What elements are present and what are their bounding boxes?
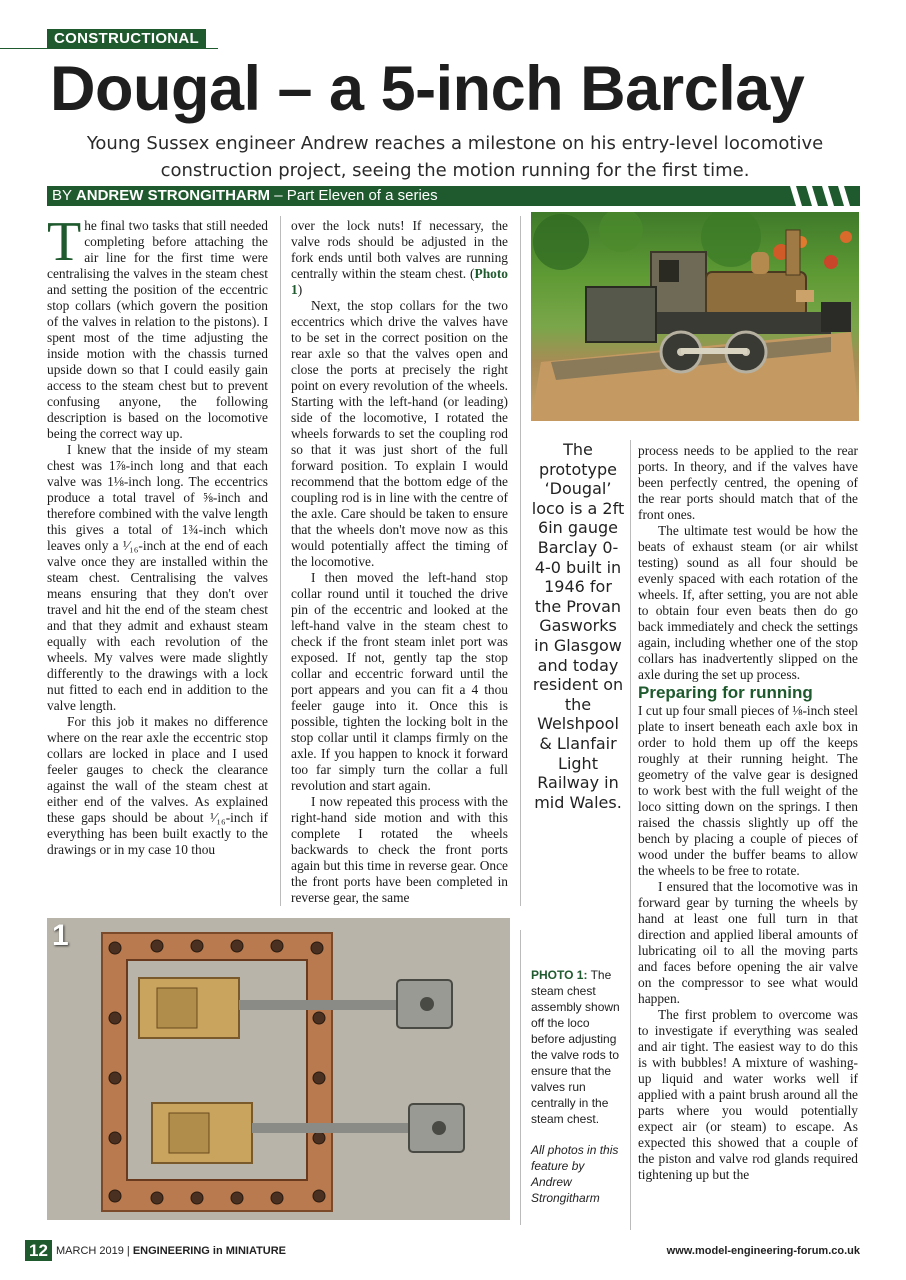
column-divider xyxy=(280,216,281,906)
photo-caption xyxy=(531,967,625,1127)
footer-magazine-name: ENGINEERING in MINIATURE xyxy=(132,1245,287,1257)
byline-text xyxy=(47,187,438,204)
byline-stripes-decoration xyxy=(780,186,860,206)
header-rule xyxy=(0,48,218,49)
paragraph: I cut up four small pieces of ⅛-inch steel plate to insert beneath each axle box in order to hold them up off the keeps roughly at their running height. The geometry of the valve gear is designed to work best with the full weight of the loco sitting down on the springs. I then raised the chassis slightly up off the bench by placing a couple of pieces of wood under the buffer beams to allow the wheels to be free to rotate. xyxy=(638,703,858,878)
paragraph: I knew that the inside of my steam chest was 1⅞-inch long and that each valve was 1⅛-inch long. The eccentrics produce a total travel of ⅝-inch and therefore combined with the valve length this gives a total of 1¾-inch which leaves only a ¹⁄₁₆-inch at the end of each valve once they are installed within the steam chest. Centralising the valves means ensuring that they don't over travel and hit the end of the steam chest and that they admit and exhaust steam equally with each revolution of the wheels. My valves were made slightly differently to the drawings with a lock nut fitted to each end in addition to the valve length. xyxy=(47,442,268,713)
paragraph-text: he final two tasks that still needed completing before attaching the air line for the first time were centralising the valves in the steam chest and setting the position of the eccentric stop collars (which govern the position of the valves in relation to the pistons). I spent most of the time adjusting the inside motion with the chassis turned upside down so that I could easily gain access to the steam chest but to prevent confusing anyone, the following description is based on the locomotive being the correct way up. xyxy=(47,218,268,441)
paragraph-text: over the lock nuts! If necessary, the valve rods should be adjusted in the fork ends until both valves are running centrally within the steam chest. ( xyxy=(291,218,508,281)
column-divider xyxy=(630,440,631,1230)
byline-bar xyxy=(47,186,860,206)
article-column-2 xyxy=(291,218,508,906)
byline-author: ANDREW STRONGITHARM xyxy=(75,187,271,204)
caption-text: The steam chest assembly shown off the loco before adjusting the valve rods to ensure that the valves run centrally in the steam chest. xyxy=(531,968,620,1126)
locomotive-illustration xyxy=(531,212,859,421)
paragraph: process needs to be applied to the rear ports. In theory, and if the valves have been perfectly centred, the opening of the rear ports should match that of the front ones. xyxy=(638,443,858,522)
paragraph xyxy=(47,211,268,442)
paragraph-text: ) xyxy=(297,282,303,297)
photo-number: 1 xyxy=(52,919,69,952)
steam-chest-illustration xyxy=(47,918,510,1220)
locomotive-photo xyxy=(531,212,859,421)
footer-issue: MARCH 2019 | xyxy=(56,1245,133,1257)
photo-credit: All photos in this feature by Andrew Strongitharm xyxy=(531,1143,619,1205)
article-column-4 xyxy=(638,443,858,1183)
paragraph xyxy=(291,218,508,298)
byline-prefix: BY xyxy=(52,187,76,204)
paragraph: For this job it makes no difference where on the rear axle the eccentric stop collars are locked in place and I used feeler gauges to check the clearance against the wall of the steam chest at either end of the valves. As explained these gaps should be about ¹⁄₁₆-inch if everything has been built exactly to the drawings or in my case 10 thou xyxy=(47,714,268,857)
article-column-1 xyxy=(47,211,268,858)
byline-suffix: – Part Eleven of a series xyxy=(270,187,438,204)
paragraph: The first problem to overcome was to investigate if everything was sealed and air tight. The easiest way to do this is with bubbles! A mixture of washing-up liquid and water works well if applied with a paint brush around all the parts where you would potentially expect air (or steam) to escape. As expected this showed that a couple of the piston and valve rod glands required tightening up but the xyxy=(638,1007,858,1182)
footer-url: www.model-engineering-forum.co.uk xyxy=(666,1245,860,1257)
column-divider xyxy=(520,216,521,906)
subheading: Preparing for running xyxy=(638,683,813,702)
standfirst: Young Sussex engineer Andrew reaches a milestone on his entry-level locomotive construction project, seeing the motion running for the first time. xyxy=(86,133,824,181)
paragraph: I ensured that the locomotive was in forward gear by turning the wheels by hand at least one full turn in that direction and applied liberal amounts of lubricating oil to all the moving parts and faces before opening the air valve on the compressor to see what would happen. xyxy=(638,879,858,1006)
paragraph: I now repeated this process with the right-hand side motion and with this complete I rotated the wheels backwards to check the front ports again but this time in reverse gear. Once the front ports have been completed in reverse gear, the same xyxy=(291,794,508,905)
footer-magazine xyxy=(56,1243,286,1259)
column-divider xyxy=(520,930,521,1225)
section-label: CONSTRUCTIONAL xyxy=(47,29,206,48)
caption-label: PHOTO 1: xyxy=(531,968,588,982)
paragraph: The ultimate test would be how the beats of exhaust steam (or air whilst testing) sound as all four should be evenly spaced with each rotation of the wheels. If, after setting, you are not able to obtain four even beats then do go back immediately and check the settings again, including whether one of the stop collars has inadvertently slipped on the axle during the set up process. xyxy=(638,523,858,682)
photo-reference: Photo 1 xyxy=(291,266,508,297)
article-title: Dougal – a 5-inch Barclay xyxy=(50,54,805,124)
page-number: 12 xyxy=(25,1240,52,1261)
drop-cap: T xyxy=(47,211,82,273)
steam-chest-photo xyxy=(47,918,510,1220)
paragraph: Next, the stop collars for the two eccentrics which drive the valves have to be set in the correct position on the rear axle so that the valves open and close the ports at precisely the right point on every revolution of the wheels. Starting with the left-hand (or leading) side of the locomotive, I rotated the wheels forwards to set the coupling rod so that it was just short of the full forward position. To explain I would recommend that the bottom edge of the coupling rod is in line with the centre of the axle. Care should be taken to ensure that the wheels don't move now as this would potentially affect the timing of the locomotive. xyxy=(291,298,508,569)
paragraph: I then moved the left-hand stop collar round until it touched the drive pin of the eccentric and looked at the left-hand valve in the steam chest to check if the front steam inlet port was exposed. If not, gently tap the stop collar and eccentric forward until the port appears and you can fit a 4 thou feeler gauge into it. Once this is possible, tighten the locking bolt in the stop collar until it clamps firmly on the axle. If you happen to knock it forward too far simply turn the collar a full revolution and start again. xyxy=(291,570,508,793)
pull-quote: The prototype ‘Dougal’ loco is a 2ft 6in gauge Barclay 0-4-0 built in 1946 for the Provan Gasworks in Glasgow and today resident on the Welshpool & Llanfair Light Railway in mid Wales. xyxy=(531,440,625,812)
